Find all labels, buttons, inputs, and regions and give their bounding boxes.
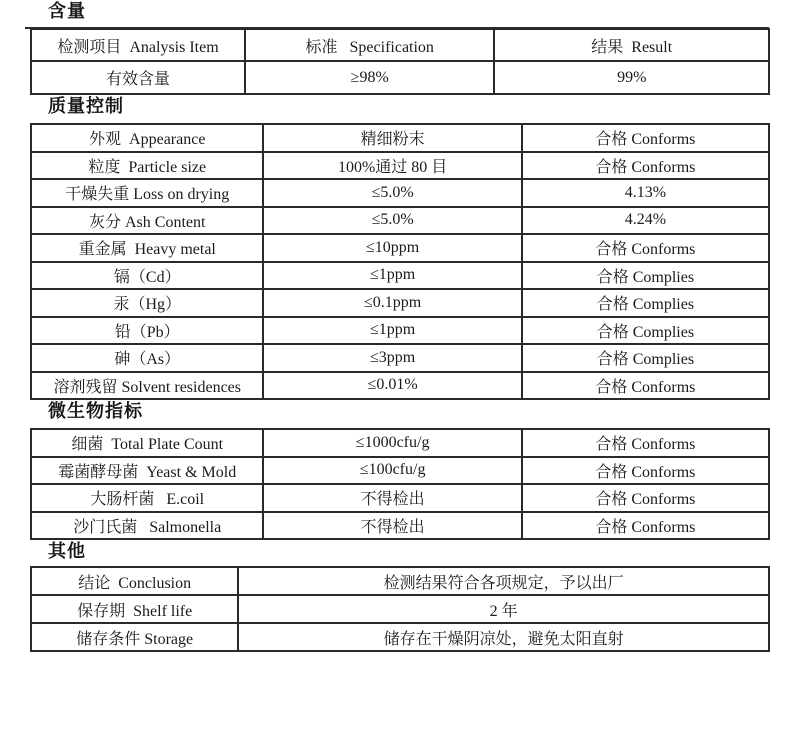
- table-row: [31, 152, 769, 180]
- table-cell: 合格 Conforms: [522, 429, 769, 457]
- table-cell: ≤10ppm: [263, 234, 521, 262]
- table-cell: 大肠杆菌 E.coil: [31, 484, 263, 512]
- table-cell: 合格 Conforms: [522, 152, 769, 180]
- table-cell: 2 年: [238, 595, 769, 623]
- table-cell: 合格 Complies: [522, 344, 769, 372]
- document-content: [30, 0, 770, 652]
- table-cell: 合格 Conforms: [522, 484, 769, 512]
- section-heading-content: 含量: [48, 1, 86, 21]
- table-cell: 铅（Pb）: [31, 317, 263, 345]
- table-cell: 结论 Conclusion: [31, 567, 238, 595]
- table-row: [31, 595, 769, 623]
- table-cell: 干燥失重 Loss on drying: [31, 179, 263, 207]
- table-cell: 合格 Conforms: [522, 512, 769, 540]
- table-row: [31, 124, 769, 152]
- table-cell: 合格 Conforms: [522, 124, 769, 152]
- section-heading-other: 其他: [48, 541, 86, 561]
- table-row: [31, 623, 769, 651]
- table-cell: 精细粉末: [263, 124, 521, 152]
- column-header: 结果 Result: [494, 29, 769, 61]
- table-cell: 灰分 Ash Content: [31, 207, 263, 235]
- table-cell: 汞（Hg）: [31, 289, 263, 317]
- table-cell: 粒度 Particle size: [31, 152, 263, 180]
- table-row: [31, 207, 769, 235]
- table-row: [31, 512, 769, 540]
- microbiology-table: [30, 428, 770, 540]
- quality-control-table: [30, 123, 770, 400]
- table-cell: 保存期 Shelf life: [31, 595, 238, 623]
- table-cell: ≤100cfu/g: [263, 457, 521, 485]
- table-cell: 砷（As）: [31, 344, 263, 372]
- table-cell: ≤0.01%: [263, 372, 521, 400]
- table-cell: ≥98%: [245, 61, 494, 94]
- table-cell: 合格 Complies: [522, 289, 769, 317]
- section-other: [30, 540, 770, 652]
- table-row: [31, 234, 769, 262]
- table-row: [31, 289, 769, 317]
- table-cell: 合格 Conforms: [522, 234, 769, 262]
- table-cell: 细菌 Total Plate Count: [31, 429, 263, 457]
- table-header-row: [31, 29, 769, 61]
- table-cell: 不得检出: [263, 484, 521, 512]
- table-cell: 溶剂残留 Solvent residences: [31, 372, 263, 400]
- section-heading-microbiology: 微生物指标: [48, 401, 143, 421]
- column-header: 标准 Specification: [245, 29, 494, 61]
- table-cell: ≤0.1ppm: [263, 289, 521, 317]
- table-cell: ≤1000cfu/g: [263, 429, 521, 457]
- table-cell: 霉菌酵母菌 Yeast & Mold: [31, 457, 263, 485]
- table-row: [31, 317, 769, 345]
- other-table: [30, 566, 770, 652]
- table-row: [31, 429, 769, 457]
- table-cell: ≤5.0%: [263, 207, 521, 235]
- table-cell: 合格 Conforms: [522, 372, 769, 400]
- table-cell: 外观 Appearance: [31, 124, 263, 152]
- content-table: [30, 28, 770, 95]
- table-cell: 100%通过 80 目: [263, 152, 521, 180]
- table-cell: 不得检出: [263, 512, 521, 540]
- table-row: [31, 179, 769, 207]
- table-row: [31, 457, 769, 485]
- table-cell: ≤1ppm: [263, 262, 521, 290]
- table-row: [31, 484, 769, 512]
- table-cell: 合格 Complies: [522, 262, 769, 290]
- column-header: 检测项目 Analysis Item: [31, 29, 245, 61]
- table-cell: ≤5.0%: [263, 179, 521, 207]
- table-cell: 重金属 Heavy metal: [31, 234, 263, 262]
- table-cell: 有效含量: [31, 61, 245, 94]
- table-cell: 储存条件 Storage: [31, 623, 238, 651]
- section-heading-quality-control: 质量控制: [48, 96, 124, 116]
- table-row: [31, 61, 769, 94]
- table-cell: 检测结果符合各项规定，予以出厂: [238, 567, 769, 595]
- table-cell: 4.24%: [522, 207, 769, 235]
- table-cell: 镉（Cd）: [31, 262, 263, 290]
- table-cell: ≤3ppm: [263, 344, 521, 372]
- table-cell: 4.13%: [522, 179, 769, 207]
- table-row: [31, 262, 769, 290]
- table-cell: 沙门氏菌 Salmonella: [31, 512, 263, 540]
- table-row: [31, 344, 769, 372]
- section-content: [30, 0, 770, 95]
- table-cell: 合格 Complies: [522, 317, 769, 345]
- table-cell: ≤1ppm: [263, 317, 521, 345]
- table-cell: 99%: [494, 61, 769, 94]
- table-row: [31, 567, 769, 595]
- table-row: [31, 372, 769, 400]
- section-quality-control: [30, 95, 770, 400]
- table-cell: 储存在干燥阴凉处，避免太阳直射: [238, 623, 769, 651]
- table-cell: 合格 Conforms: [522, 457, 769, 485]
- section-microbiology: [30, 400, 770, 540]
